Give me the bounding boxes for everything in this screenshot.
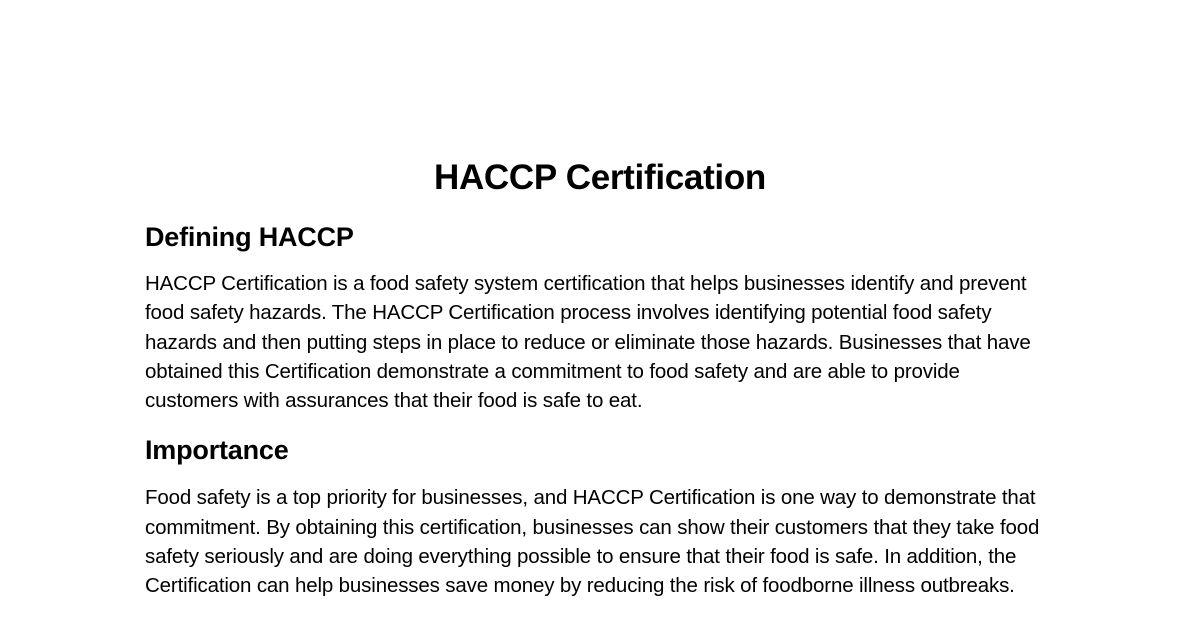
document-body [145, 156, 1055, 601]
section-heading-defining-haccp: Defining HACCP [145, 222, 354, 252]
section-paragraph-defining-haccp: HACCP Certification is a food safety system certification that helps businesses identify and prevent food safety hazards. The HACCP Certification process involves identifying potential food safety hazards and then putting steps in place to reduce or eliminate those hazards. Businesses that have obtained this Certification demonstrate a commitment to food safety and are able to provide customers with assurances that their food is safe to eat. [145, 272, 1031, 413]
section-paragraph-importance: Food safety is a top priority for businesses, and HACCP Certification is one way to demonstrate that commitment. By obtaining this certification, businesses can show their customers that they take food safety seriously and are doing everything possible to ensure that their food is safe. In addition, the Certification can help businesses save money by reducing the risk of foodborne illness outbreaks. [145, 486, 1040, 598]
document-title: HACCP Certification [433, 158, 767, 197]
section-heading-importance: Importance [145, 435, 289, 466]
